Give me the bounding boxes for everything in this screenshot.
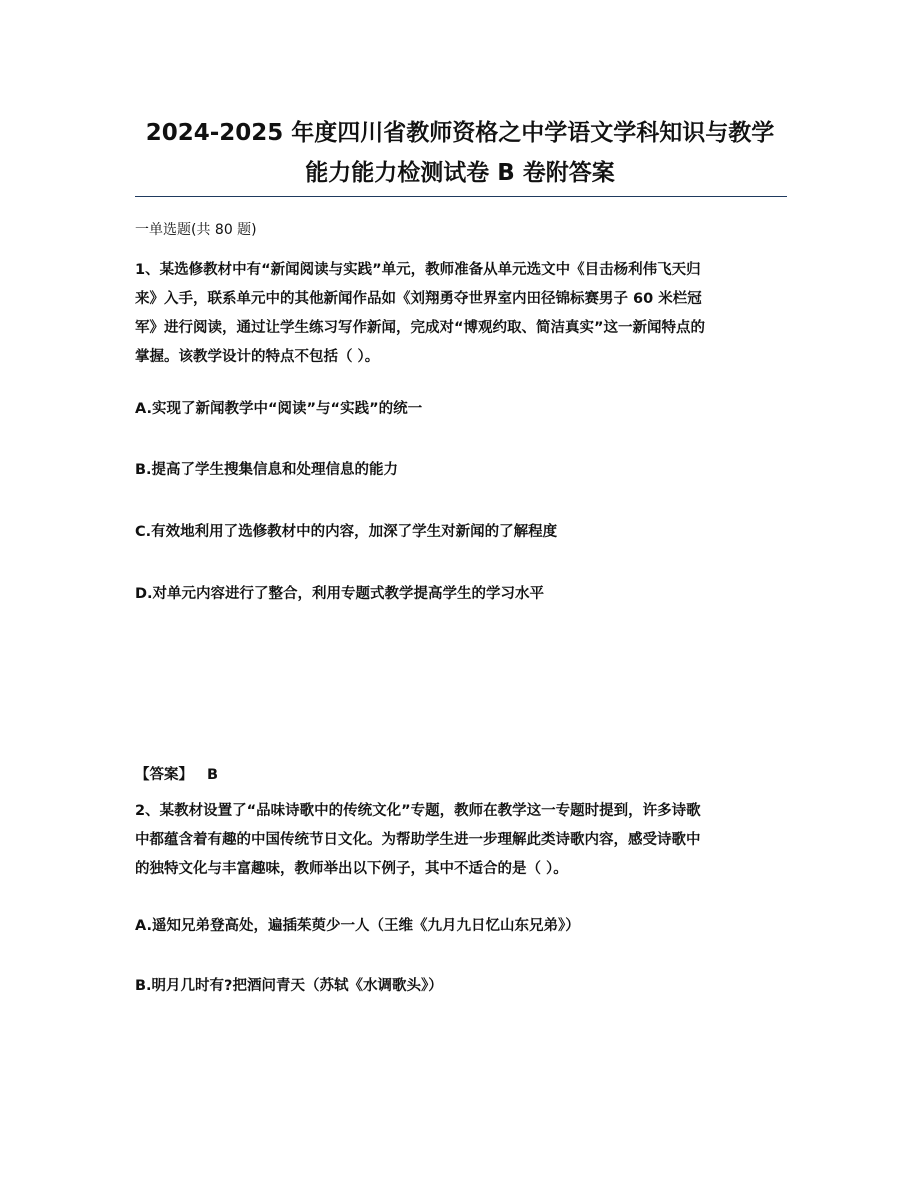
question-1-line: 掌握。该教学设计的特点不包括（ ）。 [135,349,380,365]
question-1-option-d: D.对单元内容进行了整合，利用专题式教学提高学生的学习水平 [135,586,545,602]
document-title-line-2: 能力能力检测试卷 B 卷附答案 [305,160,615,186]
question-1-option-a: A.实现了新闻教学中“阅读”与“实践”的统一 [135,401,423,417]
answer-label: 【答案】 [135,767,193,783]
question-2-stem [135,797,785,884]
question-1-line: 1、某选修教材中有“新闻阅读与实践”单元，教师准备从单元选文中《目击杨利伟飞天归 [135,262,701,278]
question-1-option-c: C.有效地利用了选修教材中的内容，加深了学生对新闻的了解程度 [135,524,558,540]
question-1-line: 来》入手，联系单元中的其他新闻作品如《刘翔勇夺世界室内田径锦标赛男子 60 米栏冠 [135,291,702,307]
question-2-line: 中都蕴含着有趣的中国传统节日文化。为帮助学生进一步理解此类诗歌内容，感受诗歌中 [135,832,701,848]
question-1-stem [135,256,785,372]
question-2-line: 2、某教材设置了“品味诗歌中的传统文化”专题，教师在教学这一专题时提到，许多诗歌 [135,803,701,819]
question-2-option-b: B.明月几时有?把酒问青天（苏轼《水调歌头》） [135,978,443,994]
question-1-answer [135,764,218,786]
question-1-option-b: B.提高了学生搜集信息和处理信息的能力 [135,462,399,478]
question-2-line: 的独特文化与丰富趣味，教师举出以下例子，其中不适合的是（ ）。 [135,861,568,877]
answer-value: B [207,767,219,783]
question-1-line: 军》进行阅读，通过让学生练习写作新闻，完成对“博观约取、简洁真实”这一新闻特点的 [135,320,706,336]
question-2-option-a: A.遥知兄弟登高处，遍插茱萸少一人（王维《九月九日忆山东兄弟》） [135,918,580,934]
section-heading: 一单选题(共 80 题) [135,222,257,238]
title-divider [135,196,787,197]
document-title-line-1: 2024-2025 年度四川省教师资格之中学语文学科知识与教学 [145,120,775,146]
